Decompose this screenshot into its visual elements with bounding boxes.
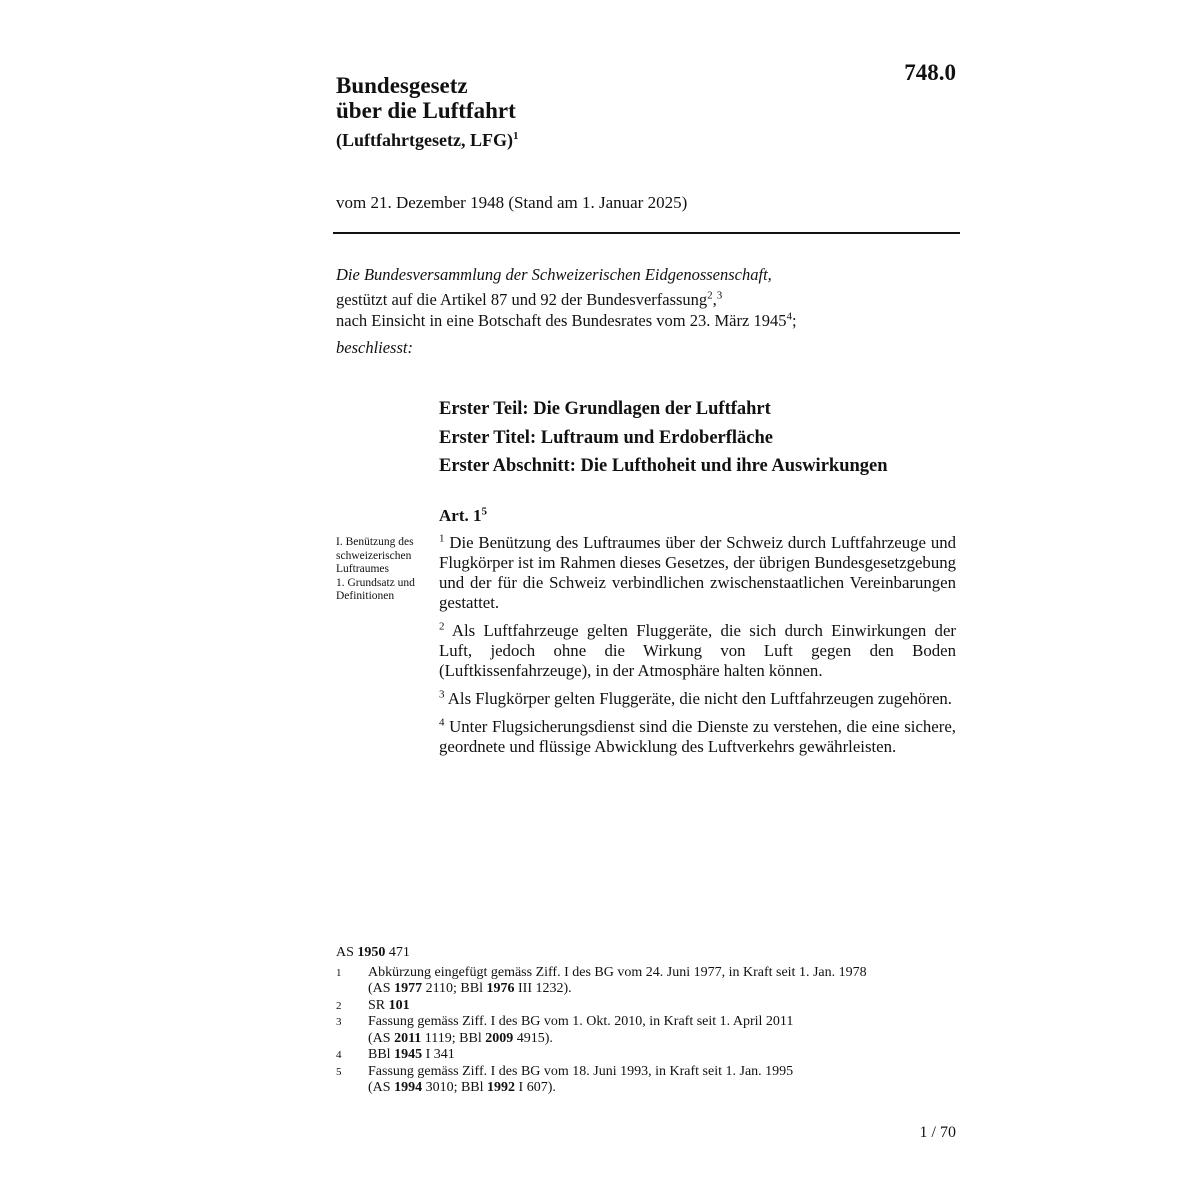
preamble-lead: Die Bundesversammlung der Schweizerischen Eidgenossenschaft, [336, 265, 772, 284]
fn-part: I 341 [425, 1047, 455, 1062]
fn-bold: 2009 [485, 1030, 514, 1046]
preamble-basis-text: gestützt auf die Artikel 87 und 92 der Bundesverfassung [336, 290, 708, 309]
article-paragraph [439, 621, 956, 681]
footnote-text [368, 1047, 956, 1064]
article-label: Art. 1 [439, 506, 482, 525]
footnote-line [368, 1080, 956, 1097]
heading-title: Erster Titel: Luftraum und Erdoberfläche [439, 428, 774, 448]
preamble-resolve: beschliesst: [336, 338, 413, 357]
date-line: vom 21. Dezember 1948 (Stand am 1. Januar 2025) [336, 193, 688, 212]
law-title-line1: Bundesgesetz [336, 73, 468, 98]
footnote-1 [336, 965, 956, 998]
footnote-ref-3[interactable]: 3 [716, 289, 723, 302]
header-divider [333, 232, 960, 234]
fn-bold: 1994 [394, 1080, 423, 1095]
law-title-line2: über die Luftfahrt [336, 98, 516, 123]
footnote-3 [336, 1014, 956, 1047]
fn-part: (AS [368, 1030, 391, 1046]
fn-part: (AS [368, 1080, 391, 1095]
preamble-message-end: ; [791, 311, 797, 330]
footnote-4 [336, 1047, 956, 1064]
fn-bold: 1992 [487, 1080, 516, 1095]
article-body [439, 533, 956, 765]
fn-part: (AS [368, 981, 391, 996]
official-collection-ref [336, 945, 956, 962]
article-paragraph [439, 717, 956, 757]
paragraph-number: 4 [439, 716, 445, 729]
fn-bold: 1976 [486, 981, 515, 996]
heading-part: Erster Teil: Die Grundlagen der Luftfahrt [439, 399, 771, 419]
fn-part: BBl [368, 1047, 391, 1062]
fn-part: 2110; BBl [425, 981, 483, 996]
law-short-title [336, 130, 518, 151]
fn-part: 3010; BBl [425, 1080, 484, 1095]
fn-part: 1119; BBl [424, 1030, 482, 1046]
footnote-number: 1 [336, 966, 342, 979]
footnote-text [368, 998, 956, 1015]
paragraph-number: 1 [439, 532, 445, 545]
heading-section: Erster Abschnitt: Die Lufthoheit und ihre Auswirkungen [439, 456, 888, 476]
footnotes [336, 945, 956, 1097]
article-paragraph [439, 533, 956, 613]
footnote-text [368, 1014, 956, 1047]
footnote-2 [336, 998, 956, 1015]
fn-part: SR [368, 997, 386, 1013]
preamble-basis [336, 290, 722, 310]
margin-note [336, 536, 430, 604]
fn-bold: 1977 [394, 981, 423, 996]
margin-note-heading: I. Benützung des schweizerischen Luftraumes [336, 536, 414, 575]
footnote-number: 2 [336, 999, 342, 1012]
footnote-line: Fassung gemäss Ziff. I des BG vom 1. Okt. 2010, in Kraft seit 1. April 2011 [368, 1014, 794, 1029]
preamble-message [336, 311, 797, 331]
preamble-basis-sep: , [712, 290, 717, 309]
preamble-message-text: nach Einsicht in eine Botschaft des Bundesrates vom 23. März 1945 [336, 311, 787, 330]
footnote-ref-4[interactable]: 4 [786, 310, 792, 323]
fn-part: III 1232). [518, 981, 572, 996]
paragraph-number: 2 [439, 620, 445, 633]
as-prefix: AS [336, 945, 354, 960]
footnote-line [368, 1031, 956, 1048]
fn-bold: 2011 [394, 1030, 422, 1046]
as-year: 1950 [357, 945, 386, 960]
footnote-number: 5 [336, 1065, 342, 1078]
footnote-line [368, 981, 956, 998]
paragraph-text: Als Luftfahrzeuge gelten Fluggeräte, die sich durch Einwirkungen der Luft, jedoch ohne die Wirkung von Luft gegen den Boden (Luftkissenfahrzeuge), in der Atmosphäre halten können. [439, 621, 956, 680]
fn-part: I 607). [518, 1080, 556, 1095]
footnote-line: Abkürzung eingefügt gemäss Ziff. I des BG vom 24. Juni 1977, in Kraft seit 1. Jan. 1978 [368, 964, 867, 980]
footnote-number: 3 [336, 1016, 342, 1028]
as-page: 471 [388, 945, 410, 960]
footnote-line: Fassung gemäss Ziff. I des BG vom 18. Juni 1993, in Kraft seit 1. Jan. 1995 [368, 1063, 794, 1079]
page-number: 1 / 70 [919, 1124, 956, 1141]
footnote-ref-5[interactable]: 5 [481, 505, 487, 518]
short-title-text: (Luftfahrtgesetz, LFG) [336, 130, 513, 150]
footnote-number: 4 [336, 1049, 342, 1061]
sr-number: 748.0 [904, 60, 956, 85]
footnote-5 [336, 1064, 956, 1097]
footnote-ref-1[interactable]: 1 [512, 130, 519, 142]
paragraph-number: 3 [439, 688, 445, 701]
paragraph-text: Unter Flugsicherungsdienst sind die Dienste zu verstehen, die eine sichere, geordnete und flüssige Abwicklung des Luftverkehrs gewährleisten. [439, 717, 956, 756]
article-paragraph [439, 689, 956, 709]
fn-bold: 101 [388, 997, 410, 1013]
footnote-text [368, 965, 956, 998]
footnote-ref-2[interactable]: 2 [707, 289, 713, 302]
fn-bold: 1945 [394, 1047, 423, 1062]
article-title [439, 506, 487, 526]
footnote-text [368, 1064, 956, 1097]
paragraph-text: Als Flugkörper gelten Fluggeräte, die nicht den Luftfahrzeugen zugehören. [447, 689, 952, 708]
paragraph-text: Die Benützung des Luftraumes über der Schweiz durch Luftfahrzeuge und Flugkörper ist im Rahmen dieses Gesetzes, der übrigen Bundesgesetzgebung und der für die Schweiz verbindlichen zwischenstaatlichen Vereinbarungen gestattet. [439, 533, 956, 612]
fn-part: 4915). [516, 1030, 553, 1046]
margin-note-subheading: 1. Grundsatz und Definitionen [336, 576, 415, 602]
